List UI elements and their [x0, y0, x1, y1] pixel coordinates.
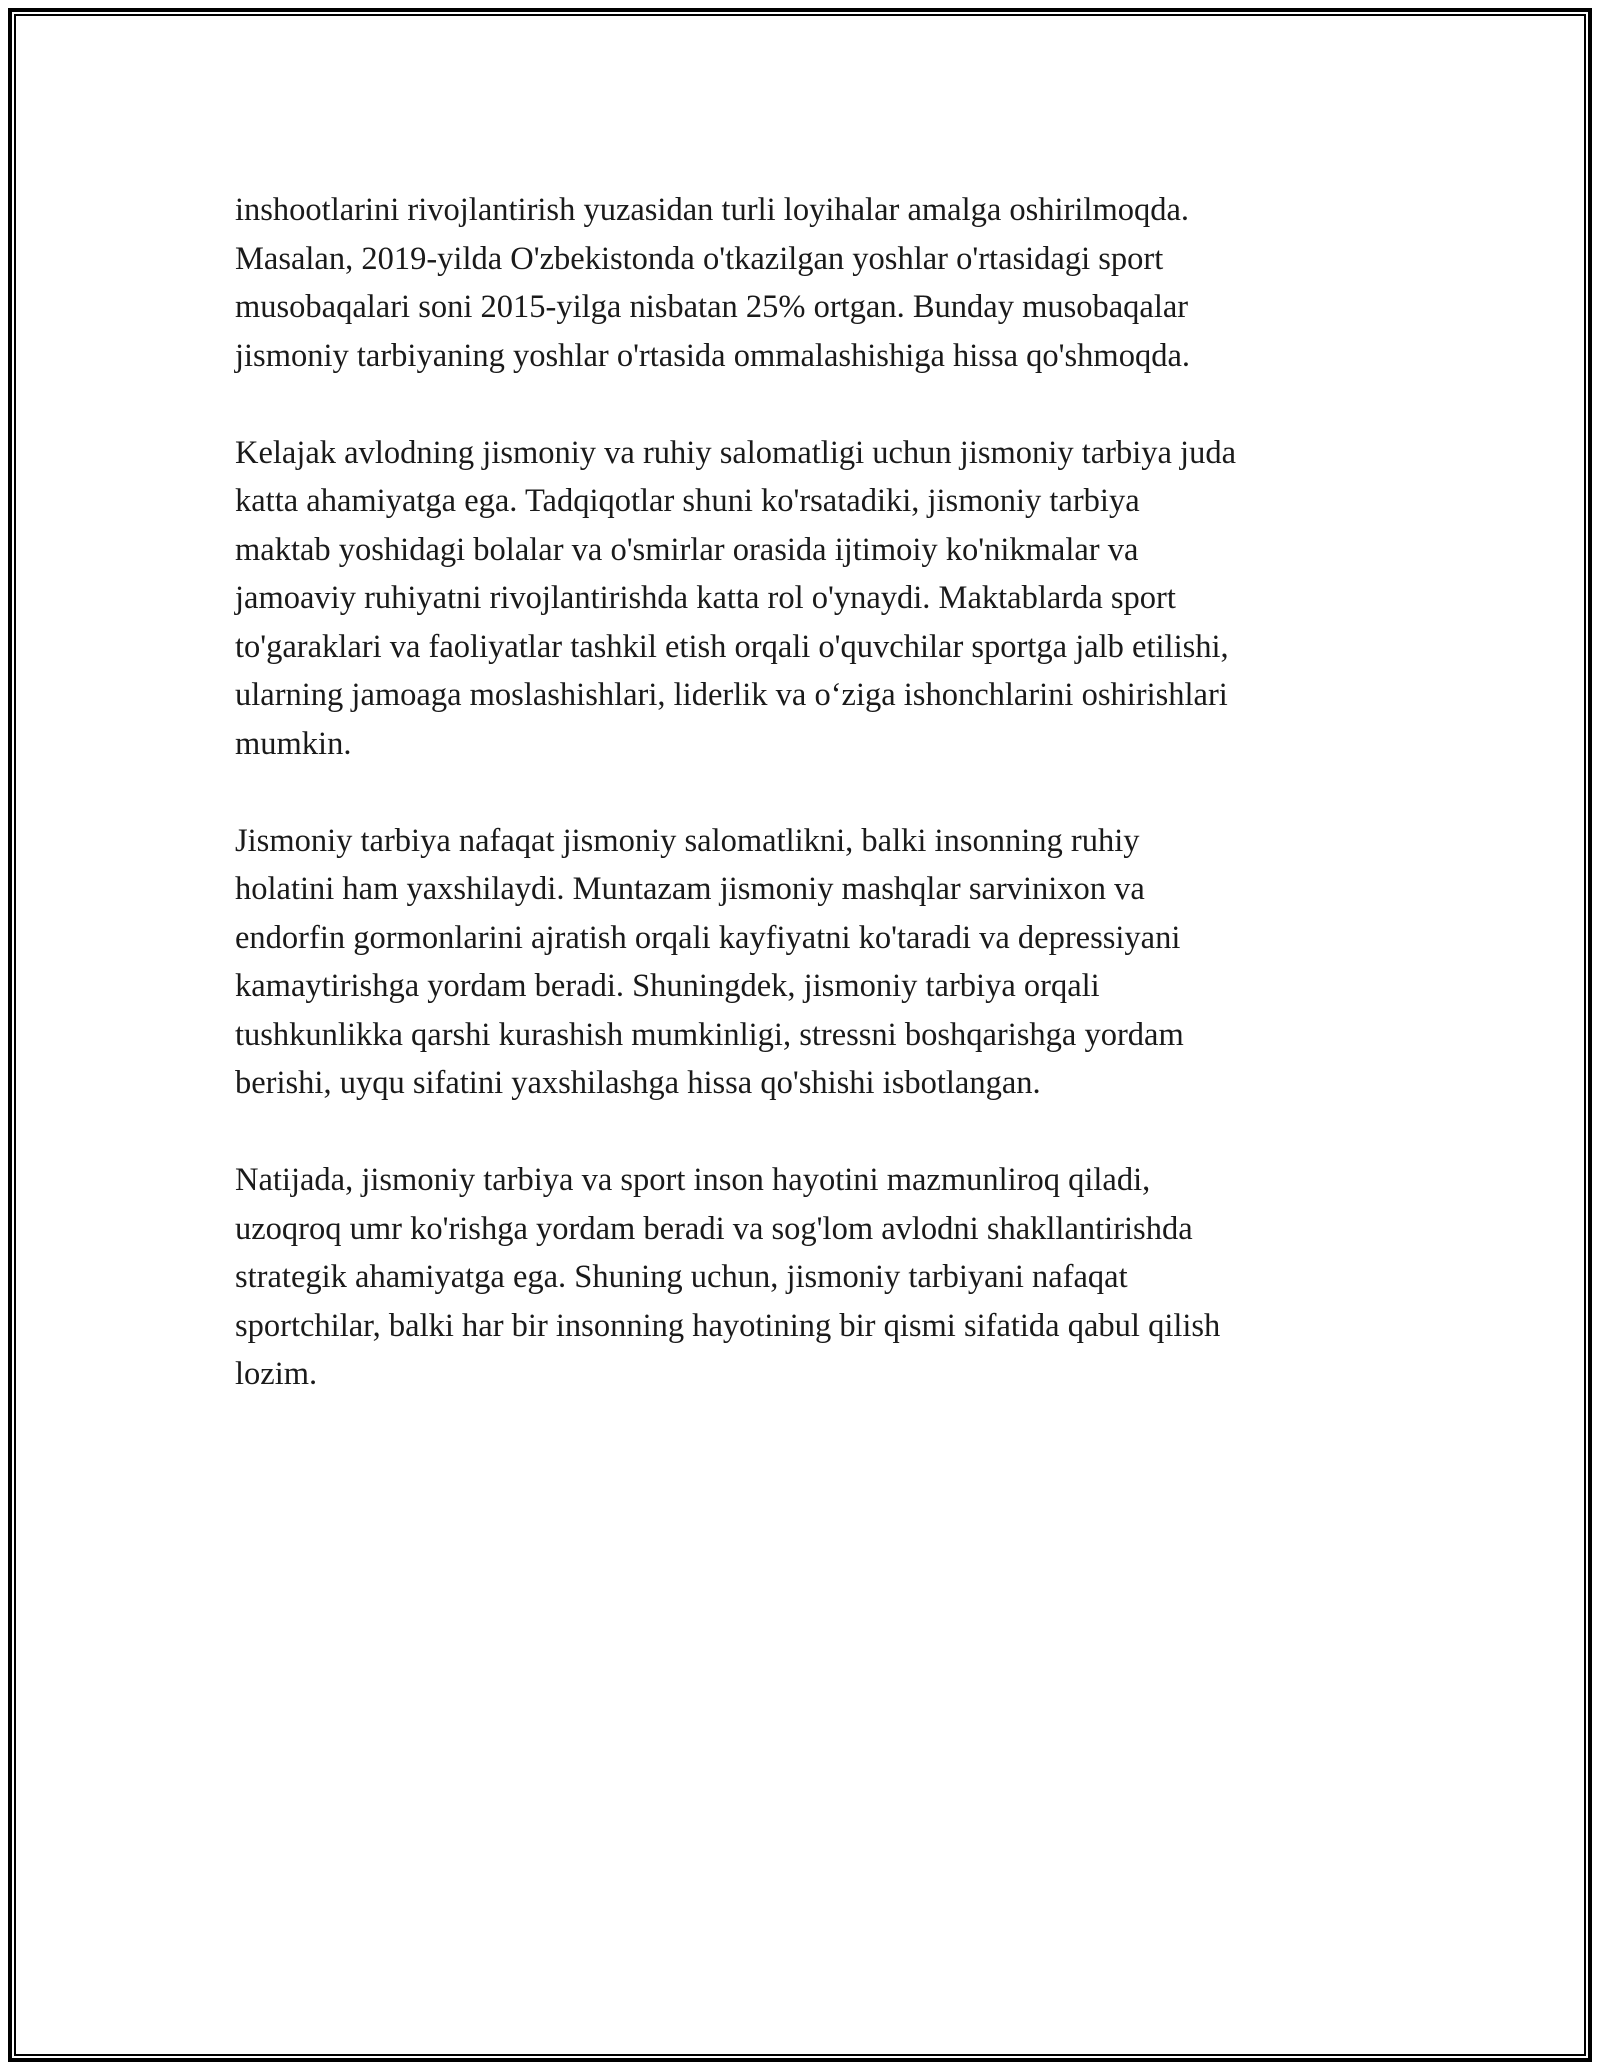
paragraph-3: Jismoniy tarbiya nafaqat jismoniy salomatlikni, balki insonning ruhiy holatini ham yaxshilaydi. Muntazam jismoniy mashqlar sarvinixon va endorfin gormonlarini ajratish orqali kayfiyatni ko'taradi va depressiyani kamaytirishga yordam beradi. Shuningdek, jismoniy tarbiya orqali tushkunlikka qarshi kurashish mumkinligi, stressni boshqarishga yordam berishi, uyqu sifatini yaxshilashga hissa qo'shishi isbotlangan.	[235, 822, 1184, 1101]
paragraph-1: inshootlarini rivojlantirish yuzasidan turli loyihalar amalga oshirilmoqda. Masalan, 2019-yilda O'zbekistonda o'tkazilgan yoshlar o'rtasidagi sport musobaqalari soni 2015-yilga nisbatan 25% ortgan. Bunday musobaqalar jismoniy tarbiyaning yoshlar o'rtasida ommalashishiga hissa qo'shmoqda.	[235, 192, 1190, 374]
paragraph-4: Natijada, jismoniy tarbiya va sport inson hayotini mazmunliroq qiladi, uzoqroq umr ko'rishga yordam beradi va sog'lom avlodni shakllantirishda strategik ahamiyatga ega. Shuning uchun, jismoniy tarbiyani nafaqat sportchilar, balki har bir insonning hayotining bir qismi sifatida qabul qilish lozim.	[235, 1162, 1221, 1392]
document-body	[235, 186, 1385, 1447]
paragraph-2: Kelajak avlodning jismoniy va ruhiy salomatligi uchun jismoniy tarbiya juda katta ahamiyatga ega. Tadqiqotlar shuni ko'rsatadiki, jismoniy tarbiya maktab yoshidagi bolalar va o'smirlar orasida ijtimoiy ko'nikmalar va jamoaviy ruhiyatni rivojlantirishda katta rol o'ynaydi. Maktablarda sport to'garaklari va faoliyatlar tashkil etish orqali o'quvchilar sportga jalb etilishi, ularning jamoaga moslashishlari, liderlik va o‘ziga ishonchlarini oshirishlari mumkin.	[235, 434, 1237, 762]
